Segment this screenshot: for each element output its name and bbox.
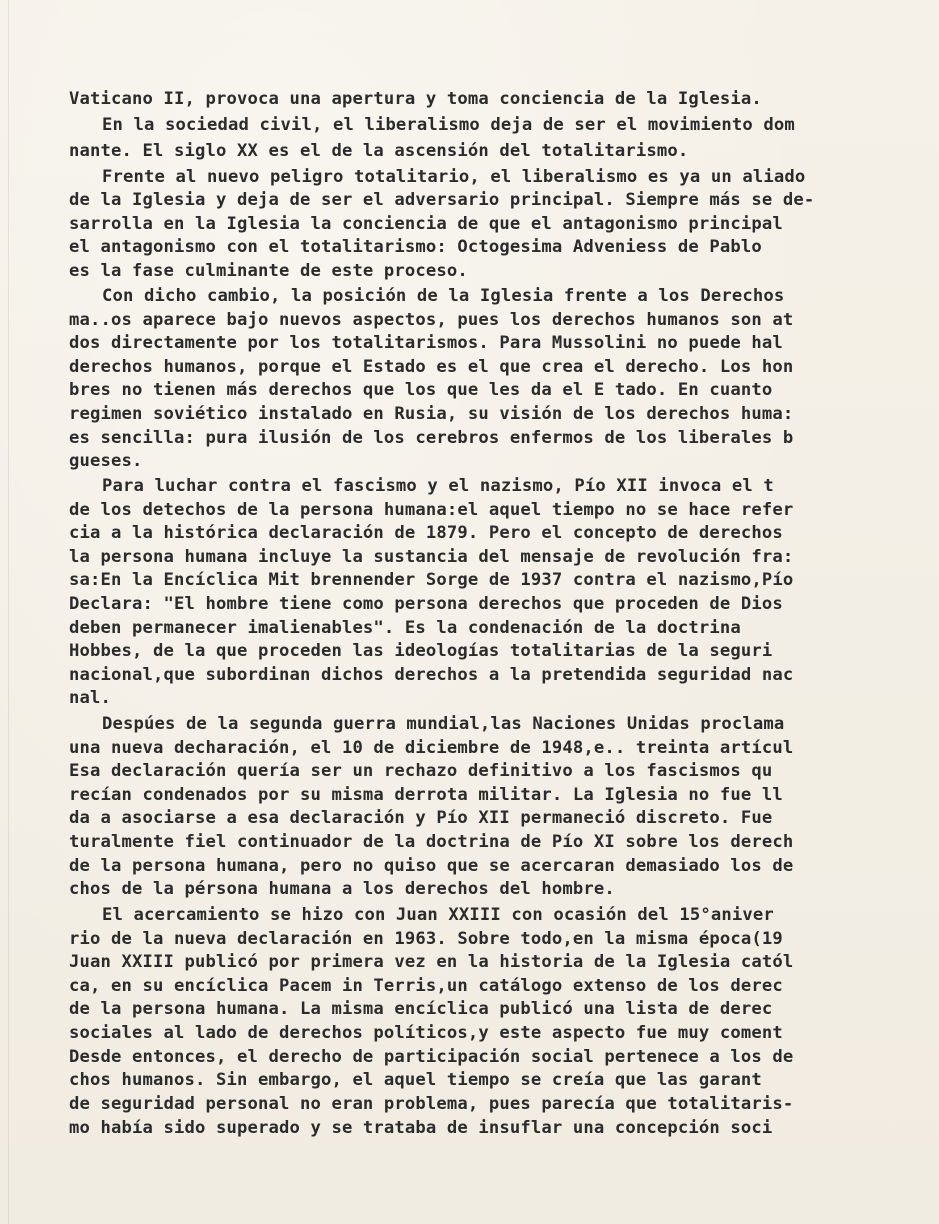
text-line: Frente al nuevo peligro totalitario, el liberalismo es ya un aliado xyxy=(102,167,806,187)
text-line: chos humanos. Sin embargo, el aquel tiempo se creía que las garant xyxy=(69,1070,762,1090)
text-line: nal. xyxy=(69,688,111,708)
text-line: regimen soviético instalado en Rusia, su visión de los derechos huma: xyxy=(69,404,794,424)
text-line: mo había sido superado y se trataba de insuflar una concepción soci xyxy=(69,1118,773,1138)
text-line: rio de la nueva declaración en 1963. Sobre todo,en la misma época(19 xyxy=(69,929,783,949)
text-line: de seguridad personal no eran problema, pues parecía que totalitaris- xyxy=(69,1094,794,1114)
text-line: sarrolla en la Iglesia la conciencia de que el antagonismo principal xyxy=(69,214,783,234)
text-line: cia a la histórica declaración de 1879. Pero el concepto de derechos xyxy=(69,523,783,543)
text-line: una nueva decharación, el 10 de diciembre de 1948,e.. treinta artícul xyxy=(69,738,794,758)
text-line: Desde entonces, el derecho de participación social pertenece a los de xyxy=(69,1047,794,1067)
text-line: de los detechos de la persona humana:el aquel tiempo no se hace refer xyxy=(69,500,794,520)
text-line: Para luchar contra el fascismo y el nazismo, Pío XII invoca el t xyxy=(102,476,774,496)
text-line: derechos humanos, porque el Estado es el que crea el derecho. Los hon xyxy=(69,357,794,377)
text-line: de la Iglesia y deja de ser el adversario principal. Siempre más se de- xyxy=(69,190,815,210)
text-line: nante. El siglo XX es el de la ascensión del totalitarismo. xyxy=(69,141,689,161)
text-line: la persona humana incluye la sustancia del mensaje de revolución fra: xyxy=(69,547,794,567)
text-line: sociales al lado de derechos políticos,y este aspecto fue muy coment xyxy=(69,1023,783,1043)
text-line: Vaticano II, provoca una apertura y toma conciencia de la Iglesia. xyxy=(69,89,762,109)
text-line: nacional,que subordinan dichos derechos a la pretendida seguridad nac xyxy=(69,665,794,685)
text-line: Hobbes, de la que proceden las ideologías totalitarias de la seguri xyxy=(69,641,773,661)
text-line: Declara: "El hombre tiene como persona derechos que proceden de Dios xyxy=(69,594,783,614)
text-line: El acercamiento se hizo con Juan XXIII con ocasión del 15°aniver xyxy=(102,905,774,925)
text-line: deben permanecer imalienables". Es la condenación de la doctrina xyxy=(69,618,741,638)
text-line: En la sociedad civil, el liberalismo deja de ser el movimiento dom xyxy=(102,115,795,135)
text-line: gueses. xyxy=(69,451,143,471)
text-line: da a asociarse a esa declaración y Pío XII permaneció discreto. Fue xyxy=(69,808,773,828)
text-line: sa:En la Encíclica Mit brennender Sorge de 1937 contra el nazismo,Pío xyxy=(69,570,794,590)
text-line: Esa declaración quería ser un rechazo definitivo a los fascismos qu xyxy=(69,761,773,781)
text-line: recían condenados por su misma derrota militar. La Iglesia no fue ll xyxy=(69,785,783,805)
text-line: Con dicho cambio, la posición de la Iglesia frente a los Derechos xyxy=(102,286,785,306)
text-line: es sencilla: pura ilusión de los cerebros enfermos de los liberales b xyxy=(69,428,794,448)
text-line: ma..os aparece bajo nuevos aspectos, pues los derechos humanos son at xyxy=(69,310,794,330)
text-line: dos directamente por los totalitarismos. Para Mussolini no puede hal xyxy=(69,333,783,353)
text-line: turalmente fiel continuador de la doctrina de Pío XI sobre los derech xyxy=(69,832,794,852)
text-line: de la persona humana, pero no quiso que se acercaran demasiado los de xyxy=(69,856,794,876)
text-line: el antagonismo con el totalitarismo: Octogesima Adveniess de Pablo xyxy=(69,237,762,257)
text-line: de la persona humana. La misma encíclica publicó una lista de derec xyxy=(69,999,773,1019)
text-line: bres no tienen más derechos que los que les da el E tado. En cuanto xyxy=(69,380,773,400)
text-line: chos de la pérsona humana a los derechos del hombre. xyxy=(69,879,615,899)
paper-edge-crease xyxy=(8,0,9,1224)
text-line: es la fase culminante de este proceso. xyxy=(69,261,468,281)
text-line: Despúes de la segunda guerra mundial,las Naciones Unidas proclama xyxy=(102,714,785,734)
text-line: Juan XXIII publicó por primera vez en la historia de la Iglesia catól xyxy=(69,952,794,972)
text-line: ca, en su encíclica Pacem in Terris,un catálogo extenso de los derec xyxy=(69,976,783,996)
